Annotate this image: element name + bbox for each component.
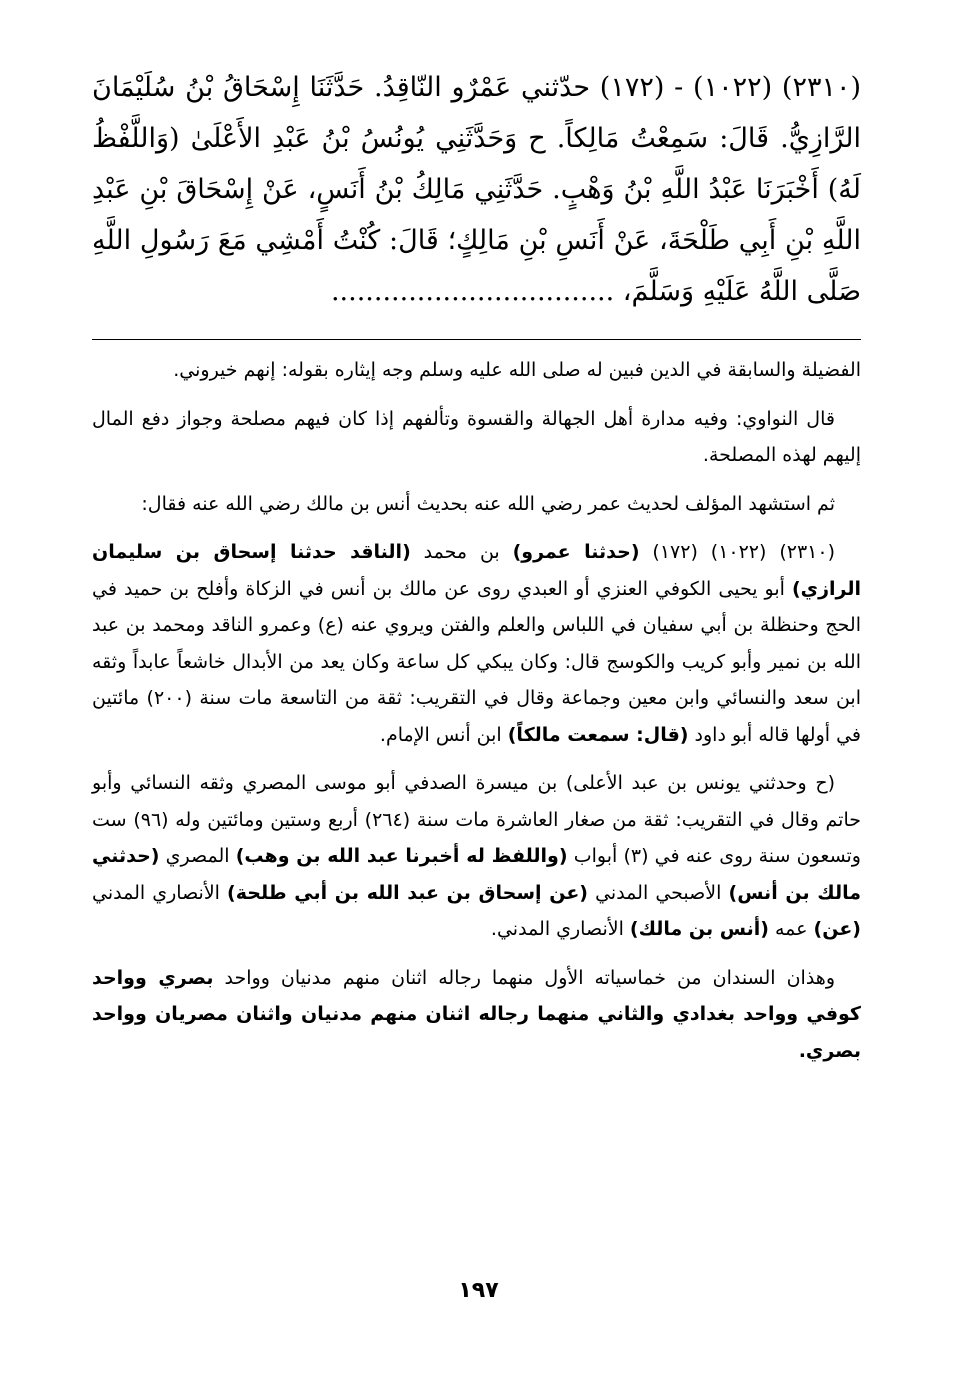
commentary-paragraph-1: الفضيلة والسابقة في الدين فبين له صلى الله عليه وسلم وجه إيثاره بقوله: إنهم خيروني. xyxy=(173,359,861,381)
page-number: ١٩٧ xyxy=(458,1278,499,1303)
text-span: عمه xyxy=(768,918,814,940)
text-span: الأصبحي المدني xyxy=(588,881,729,904)
text-span: ابن أنس الإمام. xyxy=(379,723,508,746)
bold-span: (واللفظ له أخبرنا عبد الله بن وهب) xyxy=(235,845,568,867)
commentary-paragraph-6 xyxy=(92,960,861,1070)
commentary-paragraph-4 xyxy=(92,534,861,753)
commentary-paragraph-3: ثم استشهد المؤلف لحديث عمر رضي الله عنه بحديث أنس بن مالك رضي الله عنه فقال: xyxy=(141,492,835,515)
bold-span: (عن إسحاق بن عبد الله بن أبي طلحة) xyxy=(227,881,588,904)
bold-span: (الناقد حدثنا إسحاق بن سليمان الرازي) xyxy=(92,541,861,600)
commentary-section xyxy=(92,352,861,1069)
bold-span: (عن) xyxy=(813,918,861,940)
footnote-divider xyxy=(92,339,861,340)
bold-span: (أنس بن مالك) xyxy=(629,918,769,940)
text-span: (٢٣١٠) (١٠٢٢) (١٧٢) xyxy=(639,541,835,563)
text-span: الأنصاري المدني. xyxy=(490,918,630,940)
text-span: (ح وحدثني يونس بن عبد الأعلى) بن ميسرة الصدفي أبو موسى المصري وثقه النسائي وأبو حاتم وقال في التقريب: ثقة من صغار العاشرة مات سنة (٢٦٤) أربع وستين ومائتين وله (٩٦) ست وتسعون سنة روى عنه في (٣) أبواب xyxy=(92,772,862,867)
hadith-text: (٢٣١٠) (١٠٢٢) - (١٧٢) حدّثني عَمْرٌو النّاقِدُ. حَدَّثَنَا إِسْحَاقُ بْنُ سُلَيْمَانَ الرَّازِيُّ. قَالَ: سَمِعْتُ مَالِكاً. ح وَحَدَّثَنِي يُونُسُ بْنُ عَبْدِ الأَعْلَىٰ (وَاللَّفْظُ لَهُ) أَخْبَرَنَا عَبْدُ اللَّهِ بْنُ وَهْبٍ. حَدَّثَنِي مَالِكُ بْنُ أَنَسٍ، عَنْ إِسْحَاقَ بْنِ عَبْدِ اللَّهِ بْنِ أَبِي طَلْحَةَ، عَنْ أَنَسِ بْنِ مَالِكٍ؛ قَالَ: كُنْتُ أَمْشِي مَعَ رَسُولِ اللَّهِ صَلَّى اللَّهُ عَلَيْهِ وَسَلَّمَ، ................................. xyxy=(92,72,862,307)
text-span: وهذان السندان من خماسياته الأول منهما رجاله اثنان منهم مدنيان وواحد xyxy=(213,966,835,989)
bold-span: (حدثني مالك بن أنس) xyxy=(92,845,861,904)
bold-span: (حدثنا عمرو) xyxy=(512,541,640,563)
text-span: المصري xyxy=(159,845,236,867)
commentary-paragraph-2: قال النواوي: وفيه مدارة أهل الجهالة والقسوة وتألفهم إذا كان فيهم مصلحة وجواز دفع المال إليهم لهذه المصلحة. xyxy=(92,407,861,466)
bold-span: (قال: سمعت مالكاً) xyxy=(507,723,689,746)
commentary-paragraph-5 xyxy=(92,765,861,948)
text-span: أبو يحيى الكوفي العنزي أو العبدي روى عن مالك بن أنس في الزكاة وأفلح بن حميد في الحج وحنظلة بن أبي سفيان في اللباس والعلم والفتن ويروي عنه (ع) وعمرو الناقد ومحمد بن عبد الله بن نمير وأبو كريب والكوسج قال: وكان يبكي كل ساعة وكان يعد من الأبدال خاشعاً عابداً وثقه ابن سعد والنسائي وابن معين وجماعة وقال في التقريب: ثقة من التاسعة مات سنة (٢٠٠) مائتين في أولها قاله أبو داود xyxy=(92,577,862,746)
text-span: بن محمد xyxy=(410,541,513,563)
text-span: الأنصاري المدني xyxy=(92,881,228,904)
bold-span: بصري وواحد كوفي وواحد بغدادي والثاني منهما رجاله اثنان منهم مدنيان واثنان مصريان وواحد بصري. xyxy=(92,966,861,1062)
